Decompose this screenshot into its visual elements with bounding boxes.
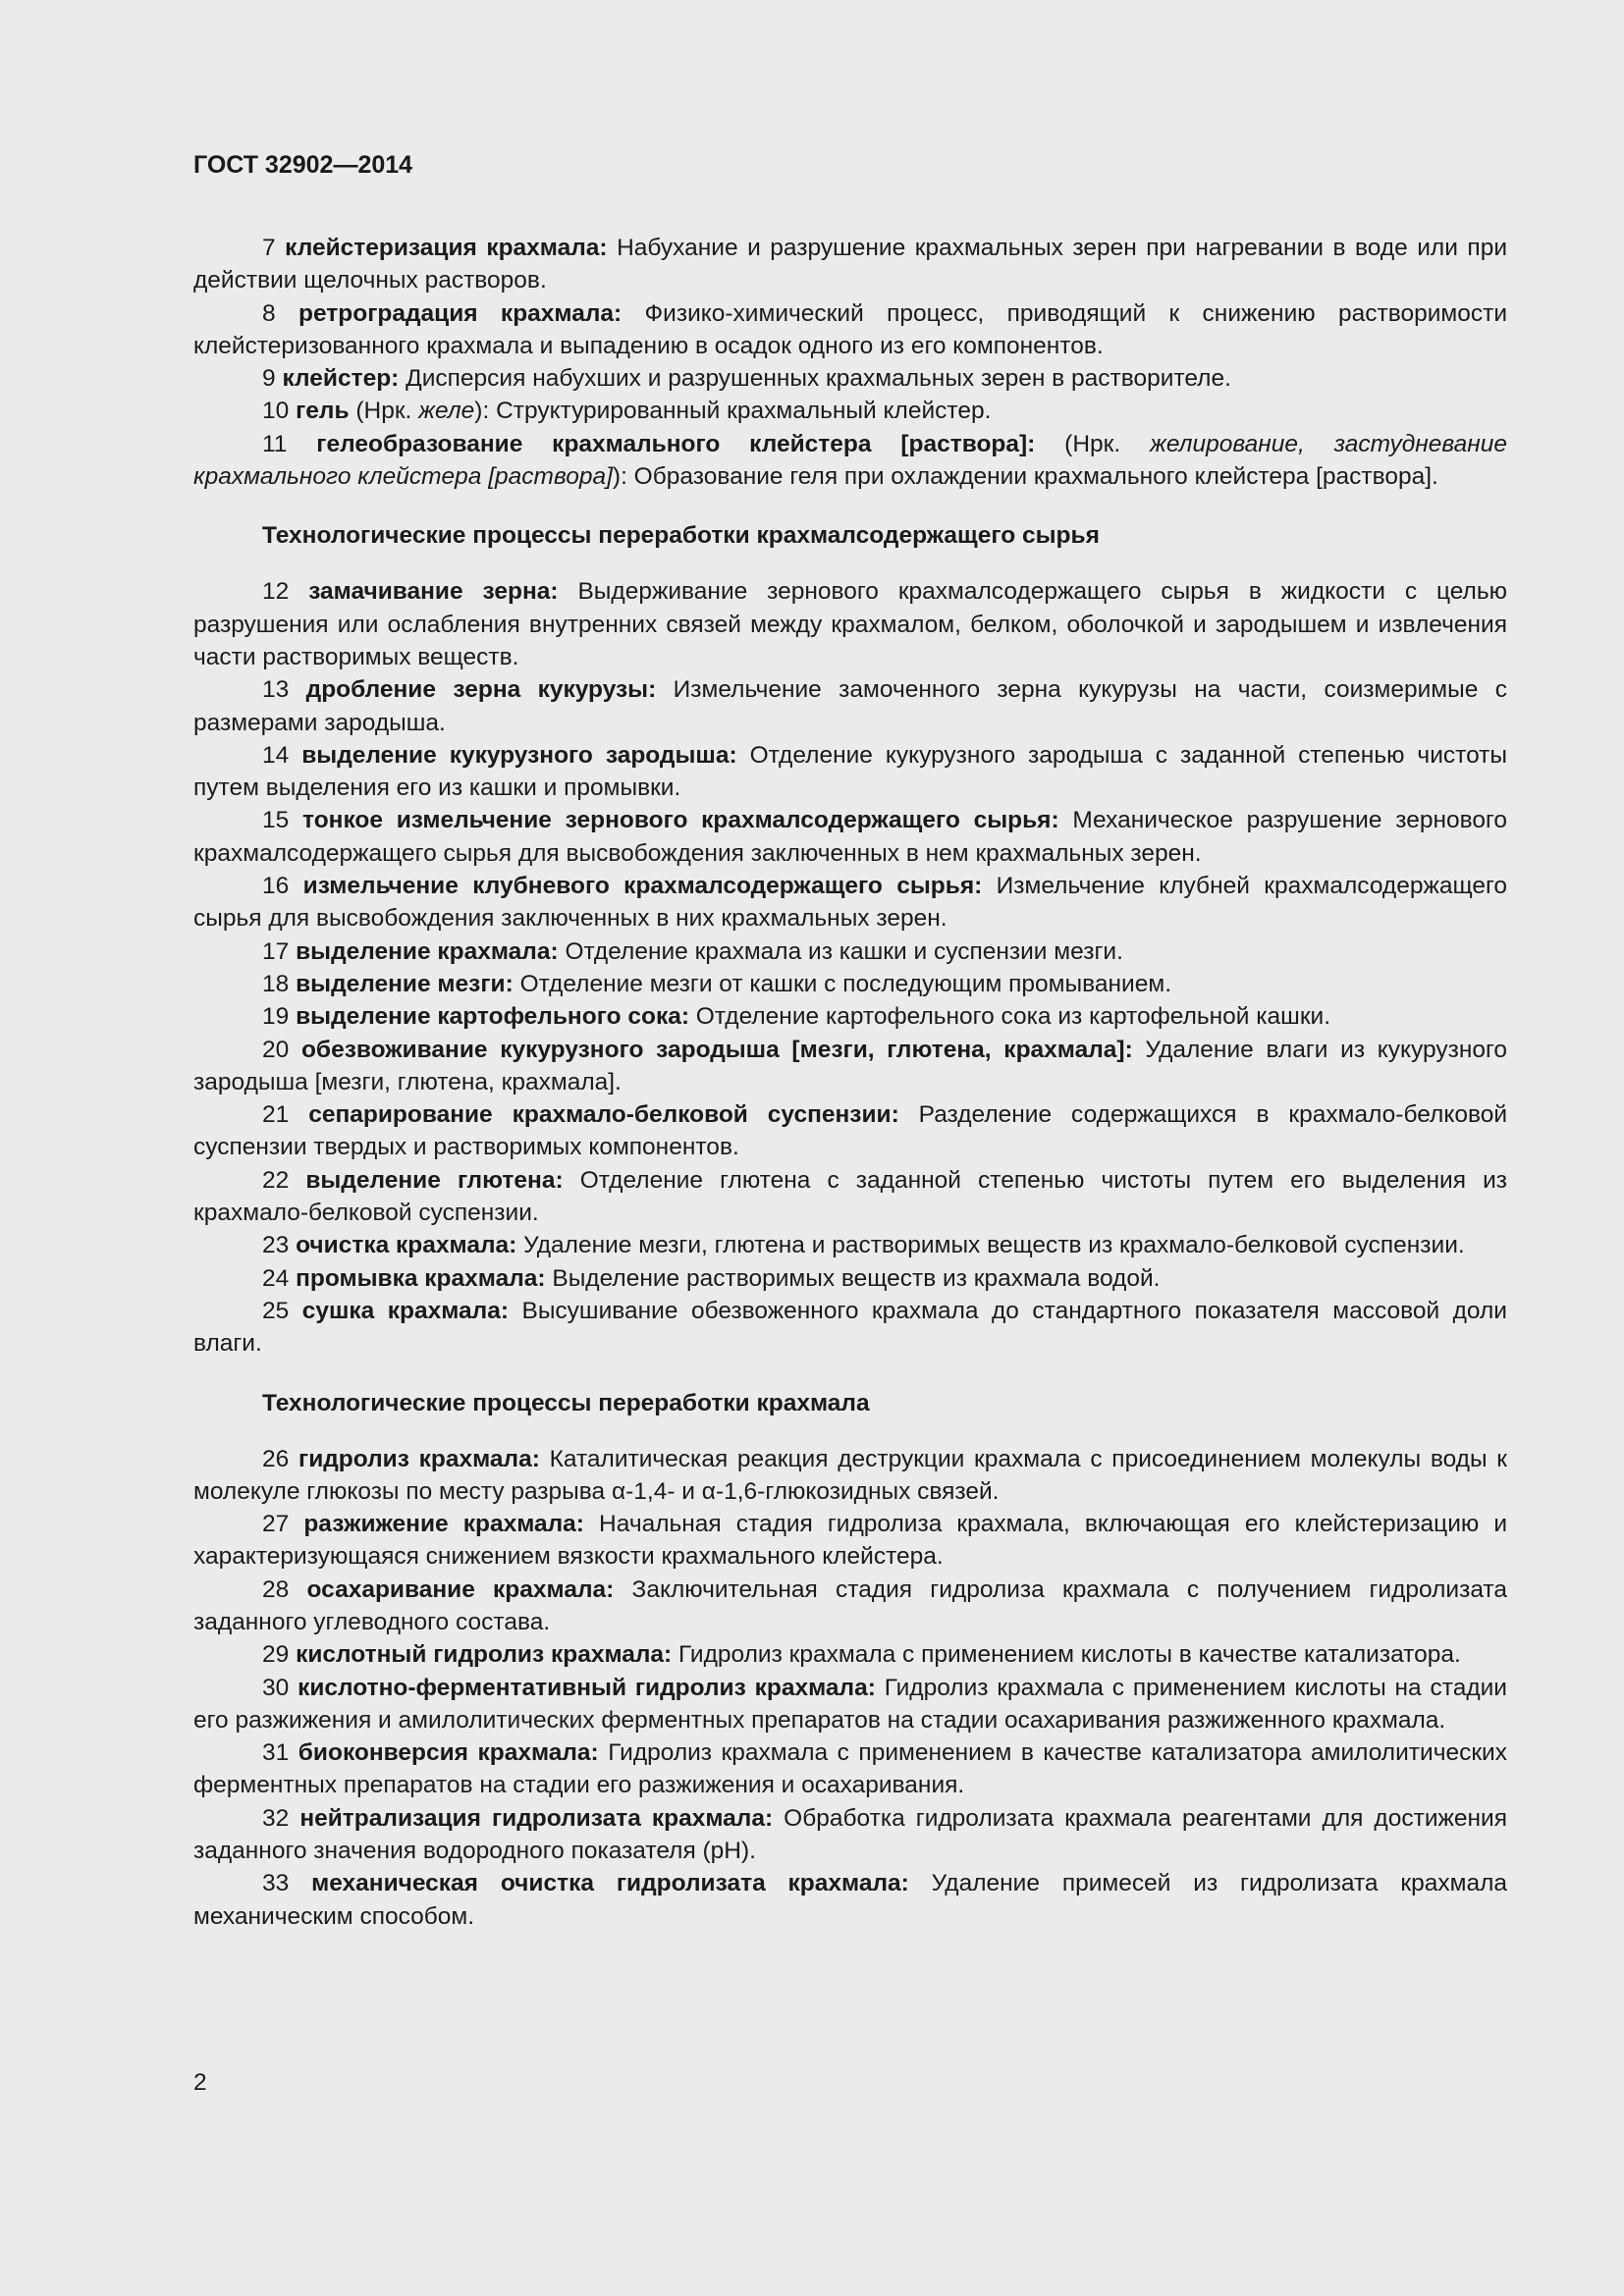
term-entry — [193, 1262, 1507, 1295]
term-entry — [193, 1295, 1507, 1361]
term-entry — [193, 1229, 1507, 1261]
term-name: измельчение клубневого крахмалсодержащего сырья: — [302, 873, 983, 900]
term-definition: Обработка гидролизата крахмала реагентами для достижения заданного значения водородного показателя (pH). — [193, 1804, 1507, 1865]
term-entry — [193, 739, 1507, 805]
term-entry — [193, 1098, 1507, 1164]
nrk-open: (Нрк. — [349, 398, 419, 425]
term-entry — [193, 968, 1507, 1000]
term-name: выделение глютена: — [305, 1166, 564, 1194]
term-name: выделение кукурузного зародыша: — [301, 741, 737, 769]
term-entry — [193, 1802, 1507, 1868]
term-number: 9 — [262, 365, 276, 393]
document-page — [193, 149, 1507, 1933]
term-entry — [193, 1672, 1507, 1737]
term-name: кислотно-ферментативный гидролиз крахмала: — [298, 1674, 876, 1701]
term-number: 18 — [262, 970, 290, 997]
term-entry — [193, 297, 1507, 363]
term-definition: Гидролиз крахмала с применением кислоты на стадии его разжижения и амилолитических ферментных препаратов на стадии осахаривания разжиженного крахмала. — [193, 1674, 1507, 1734]
term-name: выделение крахмала: — [296, 937, 559, 965]
term-definition: Образование геля при охлаждении крахмального клейстера [раствора]. — [626, 463, 1438, 491]
term-entry — [193, 1508, 1507, 1574]
term-name: сушка крахмала: — [301, 1297, 510, 1324]
term-name: разжижение крахмала: — [303, 1511, 584, 1538]
term-entry — [193, 673, 1507, 739]
term-entry — [193, 575, 1507, 673]
term-definition: Высушивание обезвоженного крахмала до стандартного показателя массовой доли влаги. — [193, 1297, 1507, 1358]
term-number: 23 — [262, 1232, 290, 1259]
term-name: тонкое измельчение зернового крахмалсодержащего сырья: — [302, 807, 1059, 834]
term-number: 24 — [262, 1264, 290, 1292]
nrk-close: ): — [474, 398, 490, 425]
term-definition: Измельчение клубней крахмалсодержащего сырья для высвобождения заключенных в них крахмальных зерен. — [193, 873, 1507, 933]
term-definition: Гидролиз крахмала с применением в качестве катализатора амилолитических ферментных препаратов на стадии его разжижения и осахаривания. — [193, 1739, 1507, 1799]
term-entry — [193, 362, 1507, 395]
document-body — [193, 232, 1507, 1933]
term-entry — [193, 1000, 1507, 1033]
term-name: промывка крахмала: — [296, 1264, 546, 1292]
term-name: очистка крахмала: — [296, 1232, 517, 1259]
term-number: 32 — [262, 1804, 290, 1832]
term-name: биоконверсия крахмала: — [298, 1739, 599, 1767]
term-name: замачивание зерна: — [308, 578, 559, 606]
term-number: 19 — [262, 1003, 290, 1031]
term-definition: Начальная стадия гидролиза крахмала, включающая его клейстеризацию и характеризующаяся снижением вязкости крахмального клейстера. — [193, 1511, 1508, 1571]
document-header: ГОСТ 32902—2014 — [193, 151, 413, 179]
term-number: 29 — [262, 1641, 290, 1669]
nrk-close: ): — [612, 463, 627, 491]
term-definition: Механическое разрушение зернового крахмалсодержащего сырья для высвобождения заключенных в нем крахмальных зерен. — [193, 807, 1507, 867]
term-number: 25 — [262, 1297, 290, 1324]
term-definition: Отделение кукурузного зародыша с заданной степенью чистоты путем выделения его из кашки и промывки. — [193, 741, 1507, 802]
term-entry — [193, 1574, 1507, 1639]
term-name: кислотный гидролиз крахмала: — [296, 1641, 673, 1669]
term-number: 15 — [262, 807, 290, 834]
term-number: 33 — [262, 1870, 290, 1897]
term-name: механическая очистка гидролизата крахмала: — [311, 1870, 909, 1897]
term-name: выделение мезги: — [296, 970, 514, 997]
term-name: клейстеризация крахмала: — [285, 235, 608, 261]
nrk-term: желе — [418, 398, 475, 425]
term-number: 26 — [262, 1445, 290, 1472]
term-name: обезвоживание кукурузного зародыша [мезги, глютена, крахмала]: — [300, 1036, 1133, 1063]
nrk-term: желирование, застудневание крахмального клейстера [раствора] — [193, 430, 1507, 491]
term-name: нейтрализация гидролизата крахмала: — [299, 1804, 774, 1832]
term-entry — [193, 1867, 1507, 1933]
term-entry — [193, 1638, 1507, 1671]
term-definition: Выделение растворимых веществ из крахмала водой. — [545, 1264, 1161, 1292]
term-number: 22 — [262, 1166, 290, 1194]
term-entry — [193, 1034, 1507, 1099]
term-number: 7 — [262, 235, 276, 261]
term-name: гидролиз крахмала: — [298, 1445, 540, 1472]
term-definition: Удаление влаги из кукурузного зародыша [мезги, глютена, крахмала]. — [193, 1036, 1508, 1095]
term-number: 20 — [262, 1036, 290, 1063]
nrk-open: (Нрк. — [1035, 430, 1151, 457]
section-heading: Технологические процессы переработки крахмалсодержащего сырья — [262, 522, 1100, 550]
term-definition: Выдерживание зернового крахмалсодержащего сырья в жидкости с целью разрушения или ослабления внутренних связей между крахмалом, белком, оболочкой и зародышем и извлечения части растворимых веществ. — [193, 578, 1507, 670]
term-name: гель — [296, 398, 350, 425]
term-definition: Отделение картофельного сока из картофельной кашки. — [689, 1003, 1331, 1031]
term-entry — [193, 1164, 1507, 1230]
term-name: осахаривание крахмала: — [306, 1575, 615, 1603]
term-definition: Разделение содержащихся в крахмало-белковой суспензии твердых и растворимых компонентов. — [193, 1101, 1508, 1161]
term-entry — [193, 1443, 1507, 1509]
term-definition: Удаление мезги, глютена и растворимых веществ из крахмало-белковой суспензии. — [516, 1232, 1465, 1259]
term-name: дробление зерна кукурузы: — [305, 676, 657, 704]
term-number: 14 — [262, 741, 290, 769]
term-definition: Отделение мезги от кашки с последующим промыванием. — [513, 970, 1171, 997]
section-heading: Технологические процессы переработки крахмала — [262, 1389, 870, 1416]
term-entry — [193, 232, 1507, 297]
term-definition: Удаление примесей из гидролизата крахмала механическим способом. — [193, 1870, 1507, 1930]
term-number: 11 — [262, 430, 288, 457]
term-number: 10 — [262, 398, 290, 425]
term-number: 13 — [262, 676, 290, 704]
term-entry — [193, 870, 1507, 935]
term-definition: Измельчение замоченного зерна кукурузы на части, соизмеримые с размерами зародыша. — [193, 676, 1507, 736]
term-definition: Отделение крахмала из кашки и суспензии мезги. — [558, 937, 1123, 965]
term-number: 17 — [262, 937, 290, 965]
term-entry — [193, 804, 1507, 870]
term-number: 12 — [262, 578, 290, 606]
term-number: 27 — [262, 1511, 290, 1538]
term-name: гелеобразование крахмального клейстера [раствора]: — [316, 430, 1036, 457]
term-number: 31 — [262, 1739, 290, 1767]
term-name: ретроградация крахмала: — [298, 299, 623, 327]
page-number: 2 — [193, 2069, 207, 2096]
term-definition: Гидролиз крахмала с применением кислоты в качестве катализатора. — [672, 1641, 1461, 1669]
term-entry — [193, 1736, 1507, 1802]
term-definition: Дисперсия набухших и разрушенных крахмальных зерен в растворителе. — [399, 365, 1231, 393]
term-definition: Структурированный крахмальный клейстер. — [489, 398, 992, 425]
term-number: 30 — [262, 1674, 290, 1701]
term-entry — [193, 935, 1507, 968]
term-name: клейстер: — [282, 365, 400, 393]
term-entry — [193, 428, 1507, 494]
term-number: 28 — [262, 1575, 290, 1603]
term-definition: Заключительная стадия гидролиза крахмала с получением гидролизата заданного углеводного состава. — [193, 1575, 1507, 1635]
term-definition: Отделение глютена с заданной степенью чистоты путем его выделения из крахмало-белковой суспензии. — [193, 1166, 1508, 1227]
term-name: сепарирование крахмало-белковой суспензии: — [308, 1101, 899, 1129]
term-definition: Каталитическая реакция деструкции крахмала с присоединением молекулы воды к молекуле глюкозы по месту разрыва α-1,4- и α-1,6-глюкозидных связей. — [193, 1445, 1507, 1505]
term-definition: Физико-химический процесс, приводящий к снижению растворимости клейстеризованного крахмала и выпадению в осадок одного из его компонентов. — [193, 299, 1508, 359]
term-name: выделение картофельного сока: — [296, 1003, 689, 1031]
term-number: 16 — [262, 873, 290, 900]
term-entry — [193, 395, 1507, 427]
term-number: 8 — [262, 299, 276, 327]
term-definition: Набухание и разрушение крахмальных зерен при нагревании в воде или при действии щелочных растворов. — [193, 235, 1508, 294]
term-number: 21 — [262, 1101, 290, 1129]
